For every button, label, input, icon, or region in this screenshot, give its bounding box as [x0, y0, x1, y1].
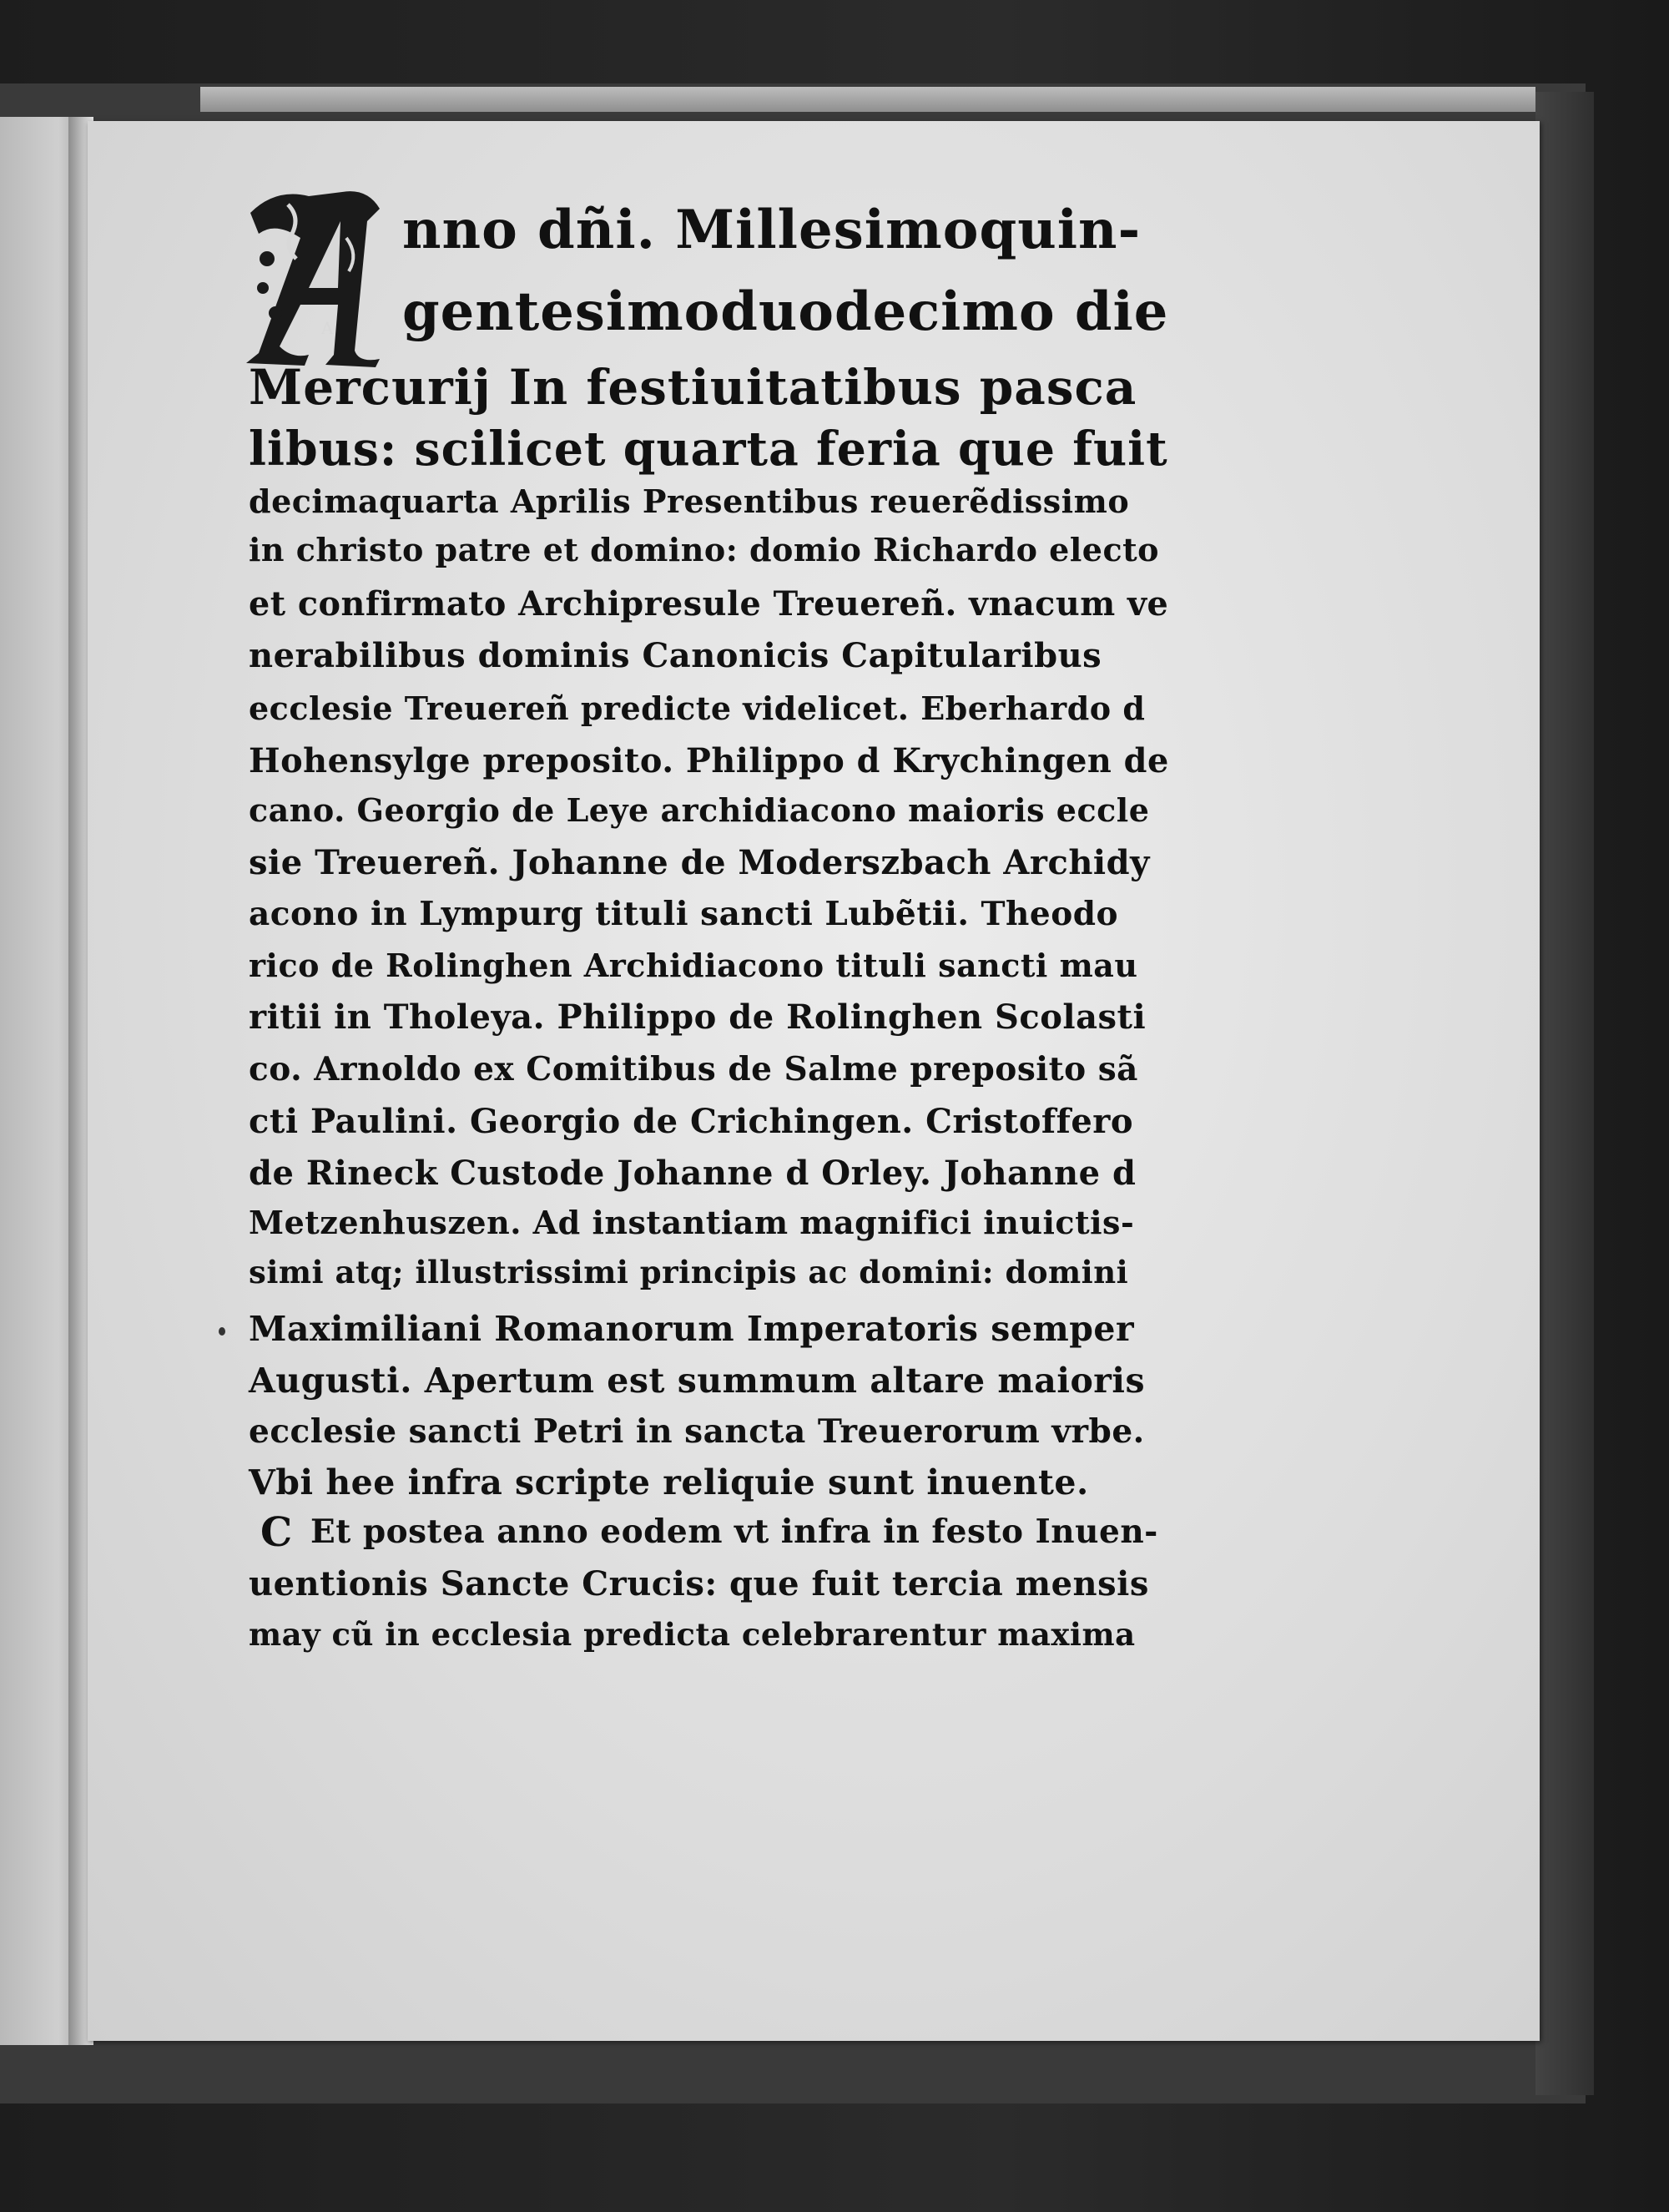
text-line-14: rico de Rolinghen Archidiacono tituli sancti mau — [249, 947, 1138, 984]
text-line-6: in christo patre et domino: domio Richardo electo — [249, 531, 1159, 568]
text-line-4: libus: scilicet quarta feria que fuit — [249, 422, 1168, 477]
text-line-15: ritii in Tholeya. Philippo de Rolinghen Scolasti — [249, 997, 1147, 1037]
text-line-7: et confirmato Archipresule Treuereñ. vnacum ve — [249, 584, 1169, 624]
text-line-11: cano. Georgio de Leye archidiacono maioris eccle — [249, 791, 1150, 829]
book-cover-edge — [1535, 92, 1594, 2095]
text-line-3: Mercurij In festiuitatibus pasca — [249, 359, 1137, 416]
initial-letter: A — [321, 318, 334, 338]
text-line-18: de Rineck Custode Johanne d Orley. Johanne d — [249, 1154, 1137, 1193]
text-line-8: nerabilibus dominis Canonicis Capitularibus — [249, 636, 1102, 675]
text-line-22: Augusti. Apertum est summum altare maioris — [249, 1361, 1146, 1401]
text-line-21: Maximiliani Romanorum Imperatoris semper — [249, 1309, 1135, 1349]
pilcrow-mark: C — [260, 1509, 293, 1556]
text-line-10: Hohensylge preposito. Philippo d Krychingen de — [249, 741, 1169, 780]
text-line-2: gentesimoduodecimo die — [402, 280, 1169, 343]
text-line-20: simi atq; illustrissimi principis ac domini: domini — [249, 1254, 1129, 1290]
text-line-13: acono in Lympurg tituli sancti Lubẽtii. Theodo — [249, 895, 1118, 933]
text-line-9: ecclesie Treuereñ predicte videlicet. Eberhardo d — [249, 689, 1146, 727]
text-line-12: sie Treuereñ. Johanne de Moderszbach Archidy — [249, 843, 1150, 882]
text-line-24: Vbi hee infra scripte reliquie sunt inuente. — [249, 1462, 1089, 1502]
page-top-edge — [200, 87, 1535, 112]
decorated-initial — [242, 188, 401, 367]
text-line-27: may cũ in ecclesia predicta celebrarentur maxima — [249, 1616, 1136, 1653]
ink-speck — [219, 1327, 225, 1336]
text-line-26: uentionis Sancte Crucis: que fuit tercia mensis — [249, 1564, 1149, 1603]
text-line-16: co. Arnoldo ex Comitibus de Salme preposito sã — [249, 1050, 1138, 1088]
text-line-23: ecclesie sancti Petri in sancta Treuerorum vrbe. — [249, 1412, 1145, 1451]
text-line-1: nno dñi. Millesimoquin- — [402, 199, 1142, 261]
text-line-5: decimaquarta Aprilis Presentibus reuerẽdissimo — [249, 482, 1130, 520]
text-line-17: cti Paulini. Georgio de Crichingen. Cristoffero — [249, 1102, 1134, 1141]
text-line-25: Et postea anno eodem vt infra in festo Inuen- — [310, 1513, 1158, 1551]
text-line-19: Metzenhuszen. Ad instantiam magnifici inuictis- — [249, 1204, 1135, 1241]
